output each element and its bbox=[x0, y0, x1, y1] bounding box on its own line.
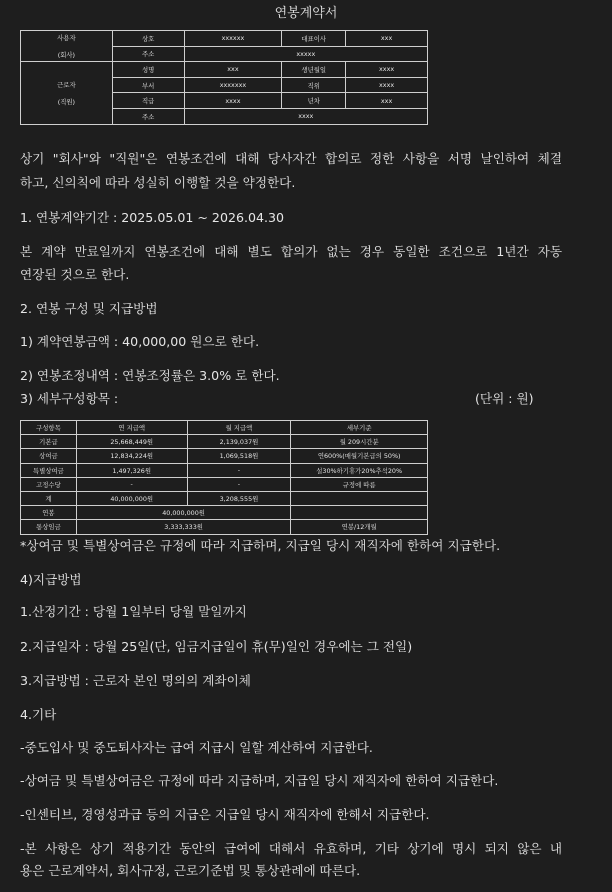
table-cell: 2,139,037원 bbox=[187, 435, 291, 449]
name-label: 성명 bbox=[112, 62, 184, 78]
section-1-heading: 1. 연봉계약기간 : 2025.05.01 ~ 2026.04.30 bbox=[20, 210, 285, 225]
address-label: 주소 bbox=[112, 108, 184, 124]
table-cell: 특별상여금 bbox=[21, 463, 77, 477]
year-value: xxx bbox=[346, 93, 428, 109]
ordinary-label: 통상임금 bbox=[21, 520, 77, 534]
header-cell: 월 지급액 bbox=[187, 421, 291, 435]
section-1-body-line-2: 연장된 것으로 한다. bbox=[20, 267, 130, 282]
table-row bbox=[21, 449, 428, 463]
bonus-note: *상여금 및 특별상여금은 규정에 따라 지급하며, 지급일 당시 재직자에 한하여 지급한다. bbox=[20, 538, 501, 553]
etc-item-4-line-2: 용은 근로계약서, 회사규정, 근로기준법 및 통상관례에 따른다. bbox=[20, 863, 361, 878]
section-1-body-line-1: 본 계약 만료일까지 연봉조건에 대해 별도 합의가 없는 경우 동일한 조건으로 1년간 자동 bbox=[20, 244, 562, 259]
etc-item-1: -중도입사 및 중도퇴사자는 급여 지급시 일할 계산하여 지급한다. bbox=[20, 740, 373, 755]
table-cell: 설30%하기휴가20%추석20% bbox=[291, 463, 428, 477]
table-cell bbox=[291, 506, 428, 520]
birth-value: xxxx bbox=[346, 62, 428, 78]
table-cell: 상여금 bbox=[21, 449, 77, 463]
section-4-item-1: 1.산정기간 : 당월 1일부터 당월 말일까지 bbox=[20, 604, 247, 619]
company-address-value: xxxxx bbox=[184, 46, 427, 62]
table-cell: 25,668,449원 bbox=[76, 435, 187, 449]
section-2-heading: 2. 연봉 구성 및 지급방법 bbox=[20, 301, 158, 316]
section-2-item-3: 3) 세부구성항목 : bbox=[20, 391, 119, 406]
table-cell: - bbox=[187, 477, 291, 491]
section-2-item-2: 2) 연봉조정내역 : 연봉조정률은 3.0% 로 한다. bbox=[20, 368, 280, 383]
table-row bbox=[21, 463, 428, 477]
table-cell: 계 bbox=[21, 491, 77, 505]
table-cell: 월 209시간분 bbox=[291, 435, 428, 449]
etc-item-4-line-1: -본 사항은 상기 적용기간 동안의 급여에 대해서 유효하며, 기타 상기에 명시 되지 않은 내 bbox=[20, 841, 562, 856]
header-cell: 구성항목 bbox=[21, 421, 77, 435]
ordinary-note: 연봉/12개월 bbox=[291, 520, 428, 534]
address-value: xxxx bbox=[184, 108, 427, 124]
document-title: 연봉계약서 bbox=[274, 6, 338, 21]
table-cell: 3,208,555원 bbox=[187, 491, 291, 505]
name-value: xxx bbox=[184, 62, 282, 78]
birth-label: 생년월일 bbox=[282, 62, 346, 78]
table-row-annual bbox=[21, 506, 428, 520]
table-cell: 40,000,000원 bbox=[76, 491, 187, 505]
grade-value: xxxx bbox=[184, 93, 282, 109]
table-cell: 기본급 bbox=[21, 435, 77, 449]
table-cell: 12,834,224원 bbox=[76, 449, 187, 463]
section-2-item-1: 1) 계약연봉금액 : 40,000,00 원으로 한다. bbox=[20, 334, 260, 349]
section-4-item-3: 3.지급방법 : 근로자 본인 명의의 계좌이체 bbox=[20, 673, 251, 688]
table-cell: - bbox=[187, 463, 291, 477]
duty-label: 직위 bbox=[282, 77, 346, 93]
table-cell bbox=[291, 491, 428, 505]
company-name-label: 상호 bbox=[112, 31, 184, 47]
intro-line-2: 하고, 신의칙에 따라 성실히 이행할 것을 약정한다. bbox=[20, 175, 296, 190]
table-cell: 고정수당 bbox=[21, 477, 77, 491]
party-info-table bbox=[20, 30, 428, 125]
table-cell: - bbox=[76, 477, 187, 491]
annual-value: 40,000,000원 bbox=[76, 506, 291, 520]
etc-item-2: -상여금 및 특별상여금은 규정에 따라 지급하며, 지급일 당시 재직자에 한하여 지급한다. bbox=[20, 773, 499, 788]
annual-label: 연봉 bbox=[21, 506, 77, 520]
employer-label: 사용자 (회사) bbox=[21, 31, 113, 62]
year-label: 년차 bbox=[282, 93, 346, 109]
section-4-item-2: 2.지급일자 : 당월 25일(단, 임금지급일이 휴(무)일인 경우에는 그 전일) bbox=[20, 639, 413, 654]
table-cell: 연600%(매월기본급의 50%) bbox=[291, 449, 428, 463]
table-cell: 1,069,518원 bbox=[187, 449, 291, 463]
table-row bbox=[21, 435, 428, 449]
etc-item-3: -인센티브, 경영성과급 등의 지급은 지급일 당시 재직자에 한해서 지급한다. bbox=[20, 807, 430, 822]
table-cell: 규정에 따름 bbox=[291, 477, 428, 491]
ordinary-value: 3,333,333원 bbox=[76, 520, 291, 534]
section-etc-heading: 4.기타 bbox=[20, 707, 57, 722]
header-cell: 연 지급액 bbox=[76, 421, 187, 435]
header-cell: 세부기준 bbox=[291, 421, 428, 435]
company-name-value: xxxxxx bbox=[184, 31, 282, 47]
ceo-label: 대표이사 bbox=[282, 31, 346, 47]
salary-table bbox=[20, 420, 428, 535]
dept-label: 부서 bbox=[112, 77, 184, 93]
salary-table-header bbox=[21, 421, 428, 435]
ceo-value: xxx bbox=[346, 31, 428, 47]
duty-value: xxxx bbox=[346, 77, 428, 93]
dept-value: xxxxxxx bbox=[184, 77, 282, 93]
company-address-label: 주소 bbox=[112, 46, 184, 62]
table-row-ordinary bbox=[21, 520, 428, 534]
intro-line-1: 상기 "회사"와 "직원"은 연봉조건에 대해 당사자간 합의로 정한 사항을 서명 날인하여 체결 bbox=[20, 151, 562, 166]
table-row bbox=[21, 477, 428, 491]
grade-label: 직급 bbox=[112, 93, 184, 109]
section-4-heading: 4)지급방법 bbox=[20, 572, 82, 587]
employee-label: 근로자 (직원) bbox=[21, 62, 113, 124]
table-row-total bbox=[21, 491, 428, 505]
table-cell: 1,497,326원 bbox=[76, 463, 187, 477]
unit-label: (단위 : 원) bbox=[475, 391, 534, 406]
